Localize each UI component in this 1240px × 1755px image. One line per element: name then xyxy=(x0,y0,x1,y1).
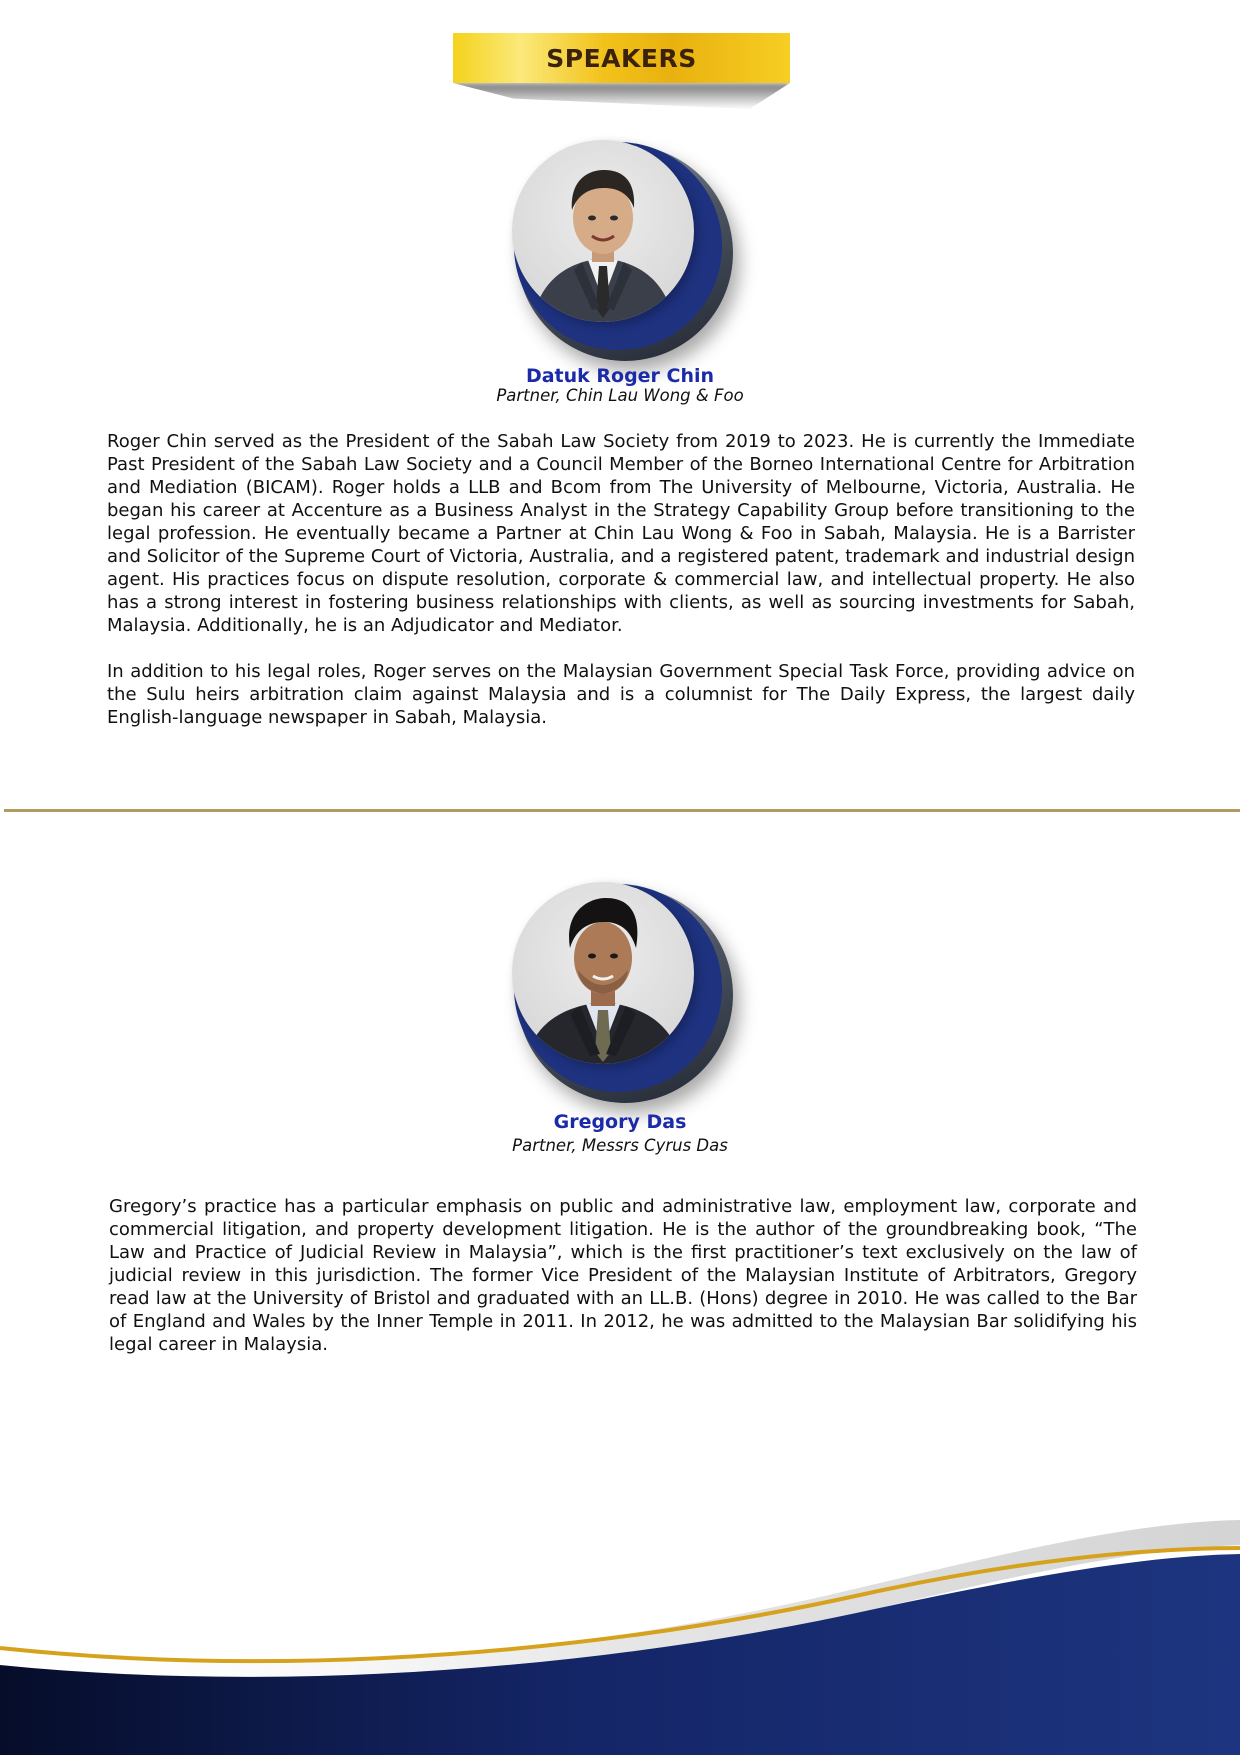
avatar xyxy=(512,140,694,322)
person-portrait-icon xyxy=(512,140,694,322)
speaker-bio-paragraph: Roger Chin served as the President of the Sabah Law Society from 2019 to 2023. He is currently the Immediate Past President of the Sabah Law Society and a Council Member of the Borneo International Centre for Arbitration and Mediation (BICAM). Roger holds a LLB and Bcom from The University of Melbourne, Victoria, Australia. He began his career at Accenture as a Business Analyst in the Strategy Capability Group before transitioning to the legal profession. He eventually became a Partner at Chin Lau Wong & Foo in Sabah, Malaysia. He is a Barrister and Solicitor of the Supreme Court of Victoria, Australia, and a registered patent, trademark and industrial design agent. His practices focus on dispute resolution, corporate & commercial law, and intellectual property. He also has a strong interest in fostering business relationships with clients, as well as sourcing investments for Sabah, Malaysia. Additionally, he is an Adjudicator and Mediator. xyxy=(107,431,1135,636)
avatar xyxy=(512,882,694,1064)
banner-shadow xyxy=(453,83,790,109)
banner-ribbon xyxy=(453,33,790,83)
speaker-name: Datuk Roger Chin xyxy=(525,365,715,387)
speaker-bio-paragraph: Gregory’s practice has a particular emphasis on public and administrative law, employment law, corporate and commercial litigation, and property development litigation. He is the author of the groundbreaking book, “The Law and Practice of Judicial Review in Malaysia”, which is the first practitioner’s text exclusively on the law of judicial review in this jurisdiction. The former Vice President of the Malaysian Institute of Arbitrators, Gregory read law at the University of Bristol and graduated with an LL.B. (Hons) degree in 2010. He was called to the Bar of England and Wales by the Inner Temple in 2011. In 2012, he was admitted to the Malaysian Bar solidifying his legal career in Malaysia. xyxy=(109,1196,1137,1355)
speaker-name: Gregory Das xyxy=(553,1111,687,1133)
speaker-bio-paragraph: In addition to his legal roles, Roger serves on the Malaysian Government Special Task Force, providing advice on the Sulu heirs arbitration claim against Malaysia and is a columnist for The Daily Express, the largest daily English-language newspaper in Sabah, Malaysia. xyxy=(107,661,1135,728)
speaker-photo-gregory-das xyxy=(512,882,736,1106)
speaker-role: Partner, Chin Lau Wong & Foo xyxy=(496,386,744,405)
footer-wave-decoration xyxy=(0,1500,1240,1755)
speakers-banner xyxy=(453,33,790,113)
section-divider xyxy=(4,809,1240,812)
speaker-role: Partner, Messrs Cyrus Das xyxy=(512,1136,728,1155)
person-portrait-icon xyxy=(512,882,694,1064)
page-title: SPEAKERS xyxy=(546,43,697,73)
speaker-photo-roger-chin xyxy=(512,140,736,364)
